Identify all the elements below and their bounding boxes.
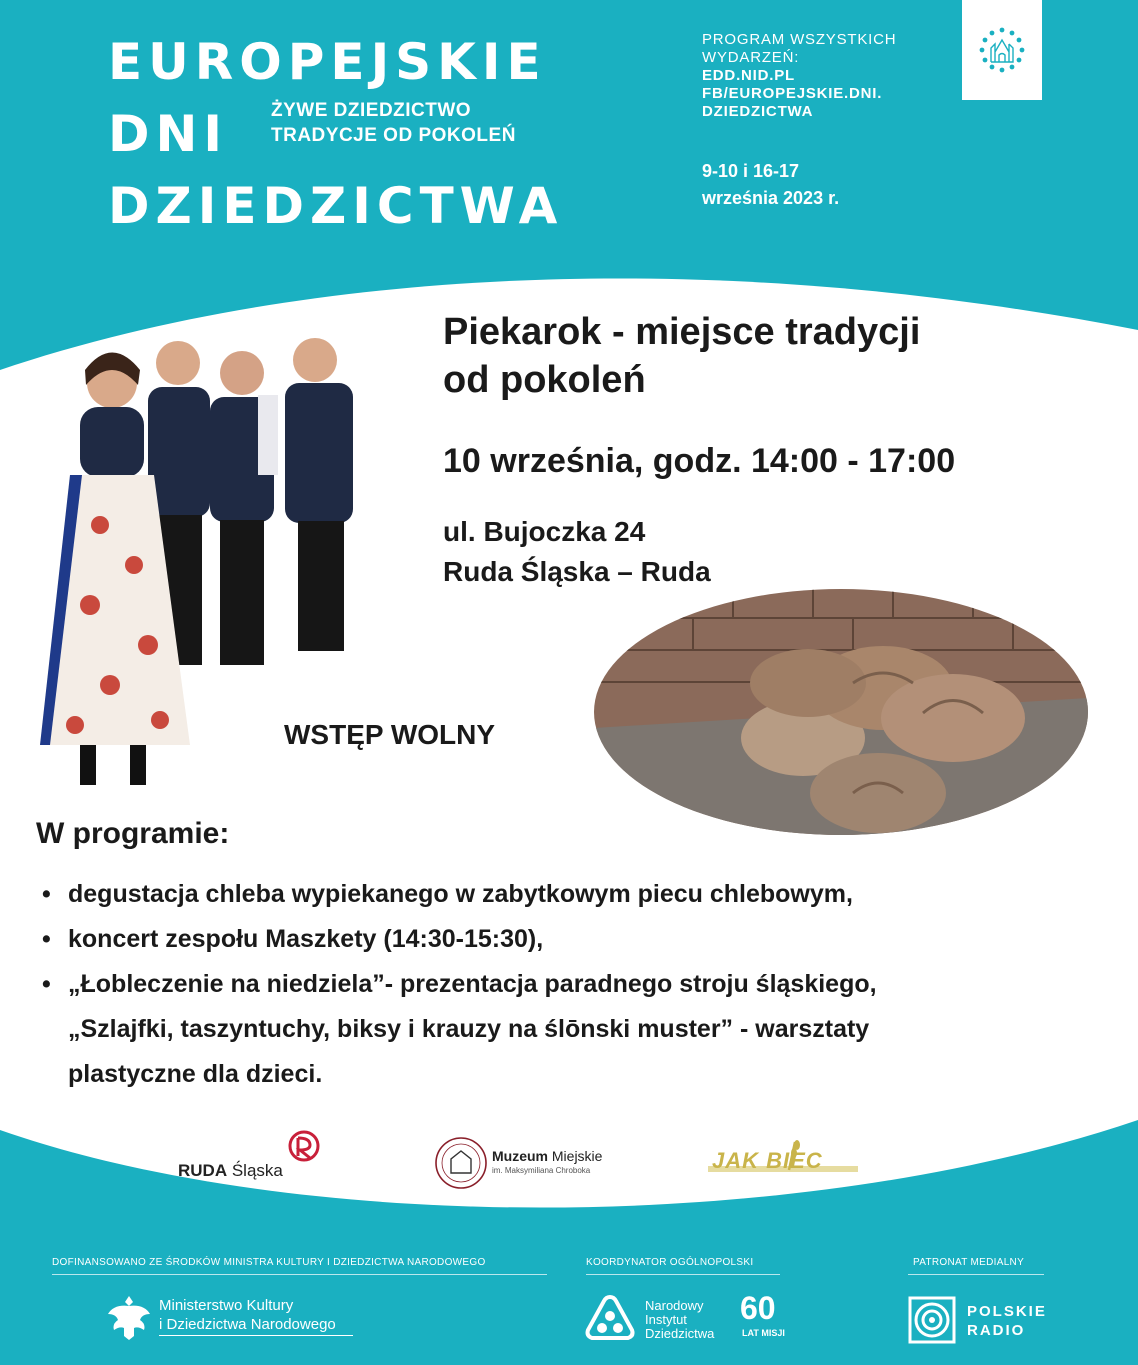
- muzeum-bold: Muzeum: [492, 1148, 548, 1164]
- polskie-radio-name: [967, 1302, 1047, 1340]
- subtitle-line2: TRADYCJE OD POKOLEŃ: [271, 125, 516, 146]
- ministry-underline: [159, 1335, 353, 1336]
- event-address-line2: Ruda Śląska – Ruda: [443, 556, 711, 587]
- radio-line2: RADIO: [967, 1322, 1026, 1339]
- program-label-line1: PROGRAM WSZYSTKICH: [702, 31, 897, 48]
- nid-name: [645, 1299, 714, 1341]
- muzeum-subtitle: im. Maksymiliana Chroboka: [492, 1166, 591, 1175]
- radio-line1: POLSKIE: [967, 1303, 1047, 1320]
- muzeum-name: [492, 1148, 602, 1164]
- program-label-line2: WYDARZEŃ:: [702, 49, 800, 66]
- link-facebook-line2[interactable]: DZIEDZICTWA: [702, 103, 814, 120]
- festival-title-line2: DNI: [108, 105, 228, 163]
- nid-years: 60: [740, 1290, 776, 1326]
- festival-title-line1: EUROPEJSKIE: [108, 33, 547, 91]
- program-item: • „Łobleczenie na niedziela”- prezentacja paradnego stroju śląskiego,: [36, 962, 1126, 1007]
- jak-biec-logo: [703, 1136, 863, 1181]
- ruda-bold: RUDA: [178, 1161, 228, 1180]
- program-item: • koncert zespołu Maszkety (14:30-15:30),: [36, 917, 1126, 962]
- event-title-line2: od pokoleń: [443, 359, 646, 401]
- event-address: [443, 512, 711, 592]
- subtitle-line1: ŻYWE DZIEDZICTWO: [271, 100, 472, 121]
- nid-line3: Dziedzictwa: [645, 1326, 715, 1341]
- ruda-slaska-logo: [178, 1130, 328, 1185]
- stars-castle-icon: [962, 0, 1042, 100]
- jak-biec-text: JAK BIEC: [712, 1148, 823, 1173]
- ruda-rest: Śląska: [227, 1161, 283, 1180]
- event-address-line1: ul. Bujoczka 24: [443, 516, 646, 547]
- program-item: „Szlajfki, taszyntuchy, biksy i krauzy na ślōnski muster” - warsztaty: [68, 1015, 870, 1043]
- muzeum-miejskie-logo: [433, 1135, 623, 1190]
- nid-line2: Instytut: [645, 1312, 687, 1327]
- muzeum-seal-icon: [433, 1135, 489, 1190]
- dates-line1: 9-10 i 16-17: [702, 161, 800, 181]
- muzeum-rest: Miejskie: [548, 1148, 603, 1164]
- eagle-emblem-icon: [106, 1292, 152, 1344]
- bread-oven-photo: [593, 588, 1089, 836]
- program-item: plastyczne dla dzieci.: [68, 1060, 323, 1088]
- festival-subtitle: [271, 98, 516, 148]
- polskie-radio-icon: [908, 1296, 956, 1344]
- nid-years-sub: LAT MISJI: [742, 1328, 785, 1338]
- funding-label: DOFINANSOWANO ZE ŚRODKÓW MINISTRA KULTURY I DZIEDZICTWA NARODOWEGO: [52, 1257, 486, 1268]
- program-heading: W programie:: [36, 817, 230, 850]
- patron-label: PATRONAT MEDIALNY: [913, 1257, 1025, 1268]
- link-edd[interactable]: EDD.NID.PL: [702, 67, 796, 84]
- nid-triangle-icon: [584, 1294, 636, 1344]
- admission-free: WSTĘP WOLNY: [284, 719, 496, 750]
- ministry-line1: Ministerstwo Kultury: [159, 1297, 294, 1314]
- dates-line2: września 2023 r.: [702, 188, 840, 208]
- festival-dates: [702, 158, 839, 212]
- ministry-name: [159, 1296, 336, 1334]
- program-item: • degustacja chleba wypiekanego w zabytkowym piecu chlebowym,: [36, 872, 1126, 917]
- coordinator-divider: [586, 1274, 780, 1275]
- event-title: [443, 308, 920, 404]
- nid-line1: Narodowy: [645, 1298, 704, 1313]
- program-list: [36, 872, 1126, 1097]
- event-datetime: 10 września, godz. 14:00 - 17:00: [443, 442, 956, 480]
- patron-divider: [908, 1274, 1044, 1275]
- funding-divider: [52, 1274, 547, 1275]
- link-facebook-line1[interactable]: FB/EUROPEJSKIE.DNI.: [702, 85, 883, 102]
- festival-title-line3: DZIEDZICTWA: [108, 177, 564, 235]
- ministry-line2: i Dziedzictwa Narodowego: [159, 1316, 336, 1333]
- ruda-slaska-text: [178, 1161, 283, 1181]
- event-title-line1: Piekarok - miejsce tradycji: [443, 311, 921, 353]
- edd-logo: [962, 0, 1042, 100]
- coordinator-label: KOORDYNATOR OGÓLNOPOLSKI: [586, 1257, 754, 1268]
- program-links: [702, 31, 896, 121]
